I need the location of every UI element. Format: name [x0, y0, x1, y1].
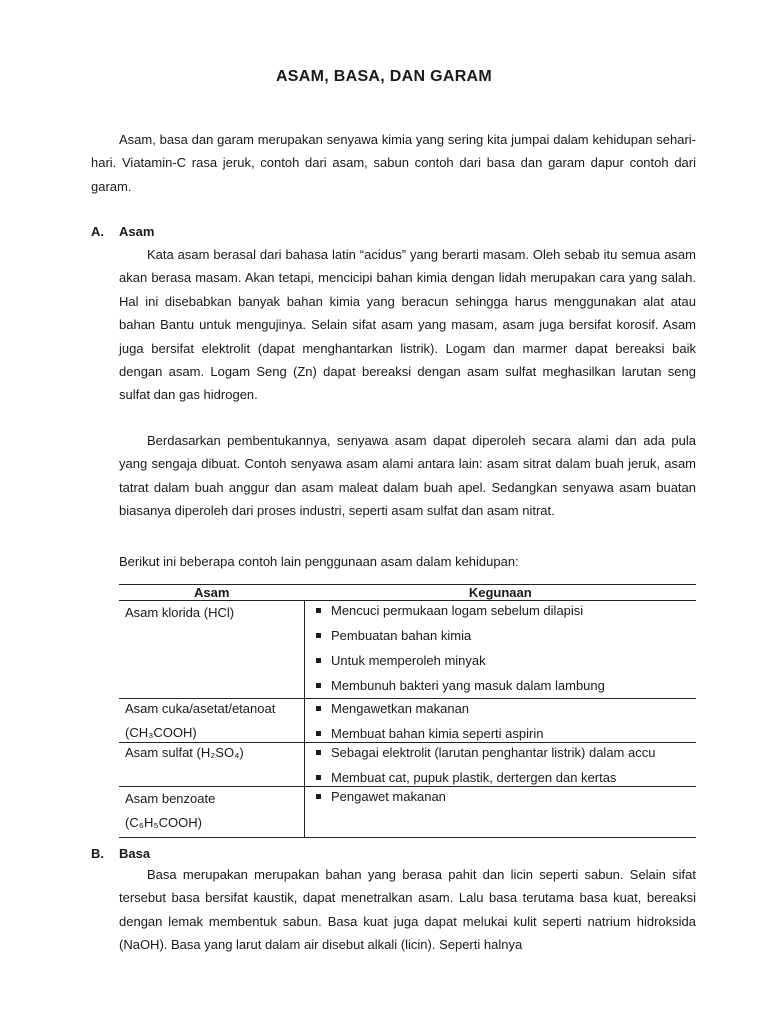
list-item: Mengawetkan makanan	[315, 699, 696, 724]
acid-name-cell	[119, 743, 305, 787]
section-b-title: Basa	[119, 846, 151, 861]
table-row	[119, 699, 696, 743]
section-a-title: Asam	[119, 224, 155, 239]
acid-uses-cell	[305, 743, 697, 787]
acid-formula: (CH₃COOH)	[125, 725, 197, 740]
uses-list	[315, 743, 696, 786]
list-item: Pengawet makanan	[315, 787, 696, 812]
uses-list	[315, 699, 696, 742]
list-item: Sebagai elektrolit (larutan penghantar listrik) dalam accu	[315, 743, 696, 768]
acid-name: Asam klorida (HCl)	[125, 605, 235, 620]
uses-list	[315, 601, 696, 698]
section-b-paragraph-1: Basa merupakan merupakan bahan yang berasa pahit dan licin seperti sabun. Selain sifat tersebut basa bersifat kaustik, dapat menetralkan asam. Lalu basa terutama basa kuat, bereaksi dengan lemak membentuk sabun. Basa kuat juga dapat melukai kulit seperti natrium hidroksida (NaOH). Basa yang larut dalam air disebut alkali (licin). Seperti halnya	[119, 867, 696, 953]
list-item: Membuat cat, pupuk plastik, dertergen dan kertas	[315, 768, 696, 786]
section-a-letter: A.	[91, 224, 104, 239]
table-header-acid: Asam	[119, 585, 305, 601]
uses-list	[315, 787, 696, 812]
acid-formula: (C₆H₅COOH)	[125, 815, 202, 830]
list-item: Untuk memperoleh minyak	[315, 651, 696, 676]
acid-uses-table	[119, 584, 696, 838]
table-header-uses: Kegunaan	[305, 585, 697, 601]
list-item: Pembuatan bahan kimia	[315, 626, 696, 651]
acid-uses-cell	[305, 787, 697, 838]
acid-name: Asam sulfat (H₂SO₄)	[125, 745, 244, 760]
table-row	[119, 601, 696, 699]
table-row	[119, 743, 696, 787]
acid-uses-table-wrap	[119, 584, 696, 838]
table-header-row	[119, 585, 696, 601]
section-a-paragraph-1: Kata asam berasal dari bahasa latin “acidus” yang berarti masam. Oleh sebab itu semua asam akan berasa masam. Akan tetapi, mencicipi bahan kimia dengan lidah merupakan cara yang salah. Hal ini disebabkan banyak bahan kimia yang beracun sehingga harus menggunakan alat atau bahan Bantu untuk mengujinya. Selain sifat asam yang masam, asam juga bersifat korosif. Asam juga bersifat elektrolit (dapat menghantarkan listrik). Logam dan marmer dapat bereaksi baik dengan asam. Logam Seng (Zn) dapat bereaksi dengan asam sulfat meghasilkan larutan seng sulfat dan gas hidrogen.	[119, 247, 696, 403]
document-title: ASAM, BASA, DAN GARAM	[275, 68, 493, 85]
intro-paragraph: Asam, basa dan garam merupakan senyawa kimia yang sering kita jumpai dalam kehidupan sehari-hari. Viatamin-C rasa jeruk, contoh dari asam, sabun contoh dari basa dan garam dapur contoh dari garam.	[91, 132, 696, 194]
acid-name: Asam cuka/asetat/etanoat	[125, 701, 276, 716]
acid-uses-cell	[305, 699, 697, 743]
acid-name-cell	[119, 601, 305, 699]
list-item: Membunuh bakteri yang masuk dalam lambung	[315, 676, 696, 698]
table-row	[119, 787, 696, 838]
section-b-letter: B.	[91, 846, 104, 861]
acid-uses-cell	[305, 601, 697, 699]
section-b-heading	[91, 846, 150, 861]
section-a-heading	[91, 224, 154, 239]
acid-name-cell	[119, 699, 305, 743]
table-intro: Berikut ini beberapa contoh lain penggunaan asam dalam kehidupan:	[119, 554, 519, 569]
list-item: Mencuci permukaan logam sebelum dilapisi	[315, 601, 696, 626]
acid-name: Asam benzoate	[125, 791, 216, 806]
section-a-paragraph-2: Berdasarkan pembentukannya, senyawa asam dapat diperoleh secara alami dan ada pula yang sengaja dibuat. Contoh senyawa asam alami antara lain: asam sitrat dalam buah jeruk, asam tatrat dalam buah anggur dan asam maleat dalam buah apel. Sedangkan senyawa asam buatan biasanya diperoleh dari proses industri, seperti asam sulfat dan asam nitrat.	[119, 433, 696, 519]
acid-name-cell	[119, 787, 305, 838]
list-item: Membuat bahan kimia seperti aspirin	[315, 724, 696, 742]
